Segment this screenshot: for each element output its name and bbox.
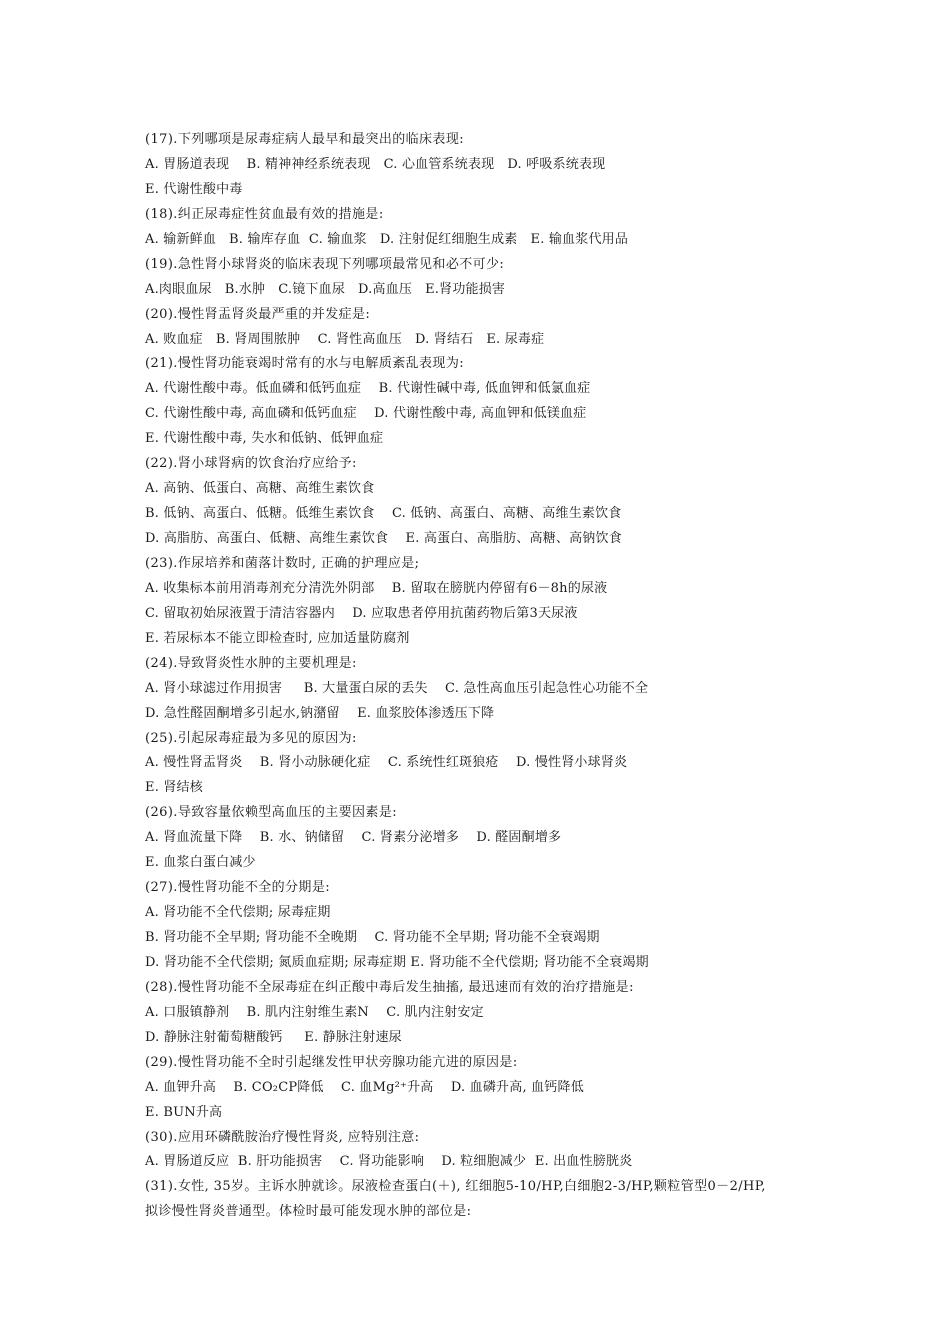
- q17-options-a-d: A. 胃肠道表现 B. 精神神经系统表现 C. 心血管系统表现 D. 呼吸系统表现: [145, 156, 606, 172]
- q27-options-d-e: D. 肾功能不全代偿期; 氮质血症期; 尿毒症期 E. 肾功能不全代偿期; 肾功能不全衰竭期: [145, 954, 649, 970]
- q28-options-a-c: A. 口服镇静剂 B. 肌内注射维生素N C. 肌内注射安定: [145, 1004, 484, 1020]
- q27-option-a: A. 肾功能不全代偿期; 尿毒症期: [145, 905, 331, 921]
- question-31: (31).女性, 35岁。主诉水肿就诊。尿液检查蛋白(＋), 红细胞5-10/HP,白细胞2-3/HP,颗粒管型0－2/HP,: [145, 1179, 766, 1195]
- q23-option-e: E. 若尿标本不能立即检查时, 应加适量防腐剂: [145, 630, 410, 646]
- q20-options: A. 败血症 B. 肾周围脓肿 C. 肾性高血压 D. 肾结石 E. 尿毒症: [145, 331, 545, 347]
- question-28: (28).慢性肾功能不全尿毒症在纠正酸中毒后发生抽搐, 最迅速而有效的治疗措施是:: [145, 979, 634, 995]
- q18-options: A. 输新鲜血 B. 输库存血 C. 输血浆 D. 注射促红细胞生成素 E. 输血浆代用品: [145, 231, 629, 247]
- q21-options-a-b: A. 代谢性酸中毒。低血磷和低钙血症 B. 代谢性碱中毒, 低血钾和低氯血症: [145, 381, 591, 397]
- question-26: (26).导致容量依赖型高血压的主要因素是:: [145, 805, 397, 821]
- question-30: (30).应用环磷酰胺治疗慢性肾炎, 应特别注意:: [145, 1129, 420, 1145]
- q25-options-a-d: A. 慢性肾盂肾炎 B. 肾小动脉硬化症 C. 系统性红斑狼疮 D. 慢性肾小球肾炎: [145, 755, 628, 771]
- question-31-continued: 拟诊慢性肾炎普通型。体检时最可能发现水肿的部位是:: [145, 1204, 472, 1220]
- q23-options-c-d: C. 留取初始尿液置于清洁容器内 D. 应取患者停用抗菌药物后第3天尿液: [145, 605, 578, 621]
- q21-options-c-d: C. 代谢性酸中毒, 高血磷和低钙血症 D. 代谢性酸中毒, 高血钾和低镁血症: [145, 406, 587, 422]
- document-page: [145, 128, 825, 1225]
- question-20: (20).慢性肾盂肾炎最严重的并发症是:: [145, 306, 371, 322]
- q26-options-a-d: A. 肾血流量下降 B. 水、钠储留 C. 肾素分泌增多 D. 醛固酮增多: [145, 830, 562, 846]
- q22-options-d-e: D. 高脂肪、高蛋白、低糖、高维生素饮食 E. 高蛋白、高脂肪、高糖、高钠饮食: [145, 531, 622, 546]
- question-18: (18).纠正尿毒症性贫血最有效的措施是:: [145, 206, 384, 222]
- q21-option-e: E. 代谢性酸中毒, 失水和低钠、低钾血症: [145, 431, 384, 447]
- question-17: (17).下列哪项是尿毒症病人最早和最突出的临床表现:: [145, 132, 464, 147]
- q17-option-e: E. 代谢性酸中毒: [145, 181, 243, 197]
- question-19: (19).急性肾小球肾炎的临床表现下列哪项最常见和必不可少:: [145, 256, 505, 272]
- q29-options-a-d: A. 血钾升高 B. CO₂CP降低 C. 血Mg²⁺升高 D. 血磷升高, 血钙降低: [145, 1079, 584, 1095]
- q19-options: A.肉眼血尿 B.水肿 C.镜下血尿 D.高血压 E.肾功能损害: [145, 281, 506, 297]
- question-27: (27).慢性肾功能不全的分期是:: [145, 880, 330, 896]
- question-21: (21).慢性肾功能衰竭时常有的水与电解质紊乱表现为:: [145, 356, 464, 372]
- q22-option-a: A. 高钠、低蛋白、高糖、高维生素饮食: [145, 481, 375, 497]
- question-29: (29).慢性肾功能不全时引起继发性甲状旁腺功能亢进的原因是:: [145, 1054, 518, 1070]
- q25-option-e: E. 肾结核: [145, 780, 203, 796]
- q29-option-e: E. BUN升高: [145, 1104, 223, 1120]
- q24-options-d-e: D. 急性醛固酮增多引起水,钠潴留 E. 血浆胶体渗透压下降: [145, 705, 495, 721]
- q26-option-e: E. 血浆白蛋白减少: [145, 855, 256, 871]
- q22-options-b-c: B. 低钠、高蛋白、低糖。低维生素饮食 C. 低钠、高蛋白、高糖、高维生素饮食: [145, 506, 622, 522]
- q30-options: A. 胃肠道反应 B. 肝功能损害 C. 肾功能影响 D. 粒细胞减少 E. 出血性膀胱炎: [145, 1154, 633, 1170]
- question-25: (25).引起尿毒症最为多见的原因为:: [145, 730, 357, 746]
- q28-options-d-e: D. 静脉注射葡萄糖酸钙 E. 静脉注射速尿: [145, 1029, 402, 1045]
- q27-options-b-c: B. 肾功能不全早期; 肾功能不全晚期 C. 肾功能不全早期; 肾功能不全衰竭期: [145, 930, 600, 945]
- question-23: (23).作尿培养和菌落计数时, 正确的护理应是;: [145, 555, 420, 571]
- question-24: (24).导致肾炎性水肿的主要机理是:: [145, 655, 357, 671]
- q23-options-a-b: A. 收集标本前用消毒剂充分清洗外阴部 B. 留取在膀胱内停留有6－8h的尿液: [145, 580, 608, 596]
- question-22: (22).肾小球肾病的饮食治疗应给予:: [145, 456, 357, 472]
- q24-options-a-c: A. 肾小球滤过作用损害 B. 大量蛋白尿的丢失 C. 急性高血压引起急性心功能不全: [145, 680, 649, 696]
